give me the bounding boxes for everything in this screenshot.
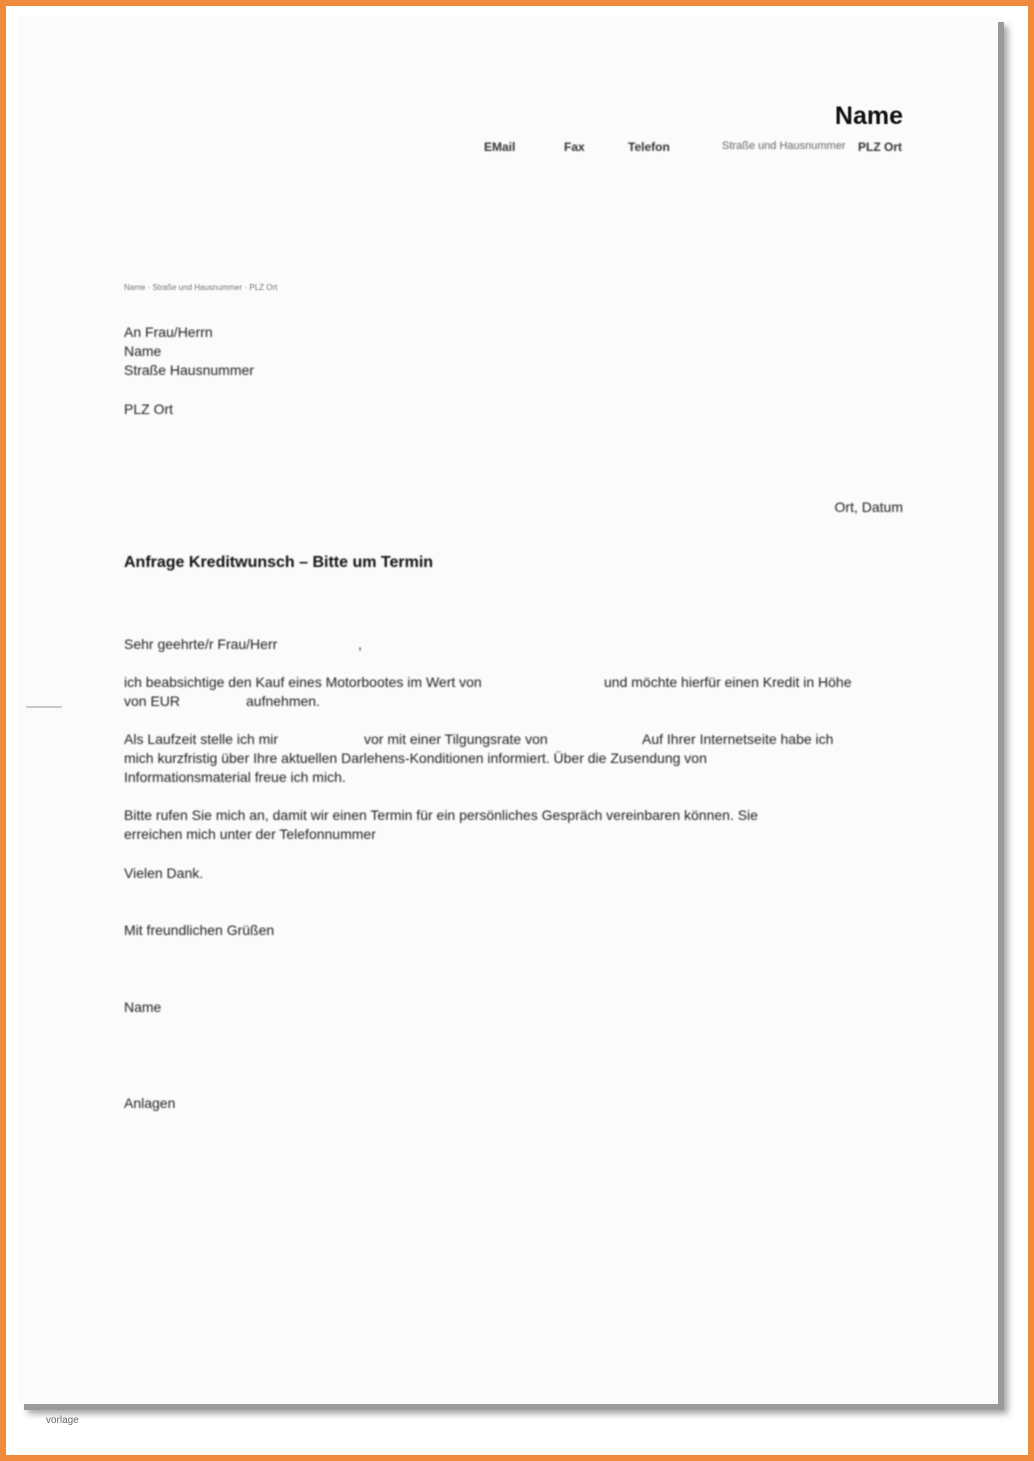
salutation-end: , <box>358 636 362 652</box>
paragraph-2-line-1c: Auf Ihrer Internetseite habe ich <box>642 731 834 747</box>
thanks-line: Vielen Dank. <box>124 865 204 881</box>
image-frame <box>6 6 1028 1455</box>
letterhead-name: Name <box>834 102 903 130</box>
paragraph-2-line-2: mich kurzfristig über Ihre aktuellen Darlehens-Konditionen informiert. Über die Zusendung von <box>124 750 707 766</box>
contact-plz: PLZ Ort <box>858 140 902 154</box>
paragraph-2-line-1b: vor mit einer Tilgungsrate von <box>364 731 548 747</box>
date-line: Ort, Datum <box>834 499 903 515</box>
paragraph-1-line-2b: aufnehmen. <box>246 693 320 709</box>
letter-page <box>18 16 998 1404</box>
paragraph-2-line-1a: Als Laufzeit stelle ich mir <box>124 731 279 747</box>
paragraph-1-line-1b: und möchte hierfür einen Kredit in Höhe <box>604 674 852 690</box>
paragraph-3-line-1: Bitte rufen Sie mich an, damit wir einen Termin für ein persönliches Gespräch vereinbaren können. Sie <box>124 807 758 823</box>
paragraph-1-line-2a: von EUR <box>124 693 181 709</box>
contact-phone: Telefon <box>628 140 670 154</box>
closing-line: Mit freundlichen Grüßen <box>124 922 275 938</box>
salutation: Sehr geehrte/r Frau/Herr <box>124 636 278 652</box>
contact-email: EMail <box>484 140 516 154</box>
sender-line: Name · Straße und Hausnummer · PLZ Ort <box>124 283 278 292</box>
paragraph-1-line-1a: ich beabsichtige den Kauf eines Motorbootes im Wert von <box>124 674 482 690</box>
contact-fax: Fax <box>564 140 585 154</box>
recipient-line-1: An Frau/Herrn <box>124 324 213 340</box>
recipient-line-2: Name <box>124 343 162 359</box>
letter-subject: Anfrage Kreditwunsch – Bitte um Termin <box>124 554 434 571</box>
recipient-line-3: Straße Hausnummer <box>124 362 254 378</box>
contact-address: Straße und Hausnummer <box>722 140 846 152</box>
watermark: vorlage <box>46 1415 79 1426</box>
paragraph-2-line-3: Informationsmaterial freue ich mich. <box>124 769 346 785</box>
margin-fold-mark <box>26 706 62 708</box>
attachments-line: Anlagen <box>124 1095 176 1111</box>
recipient-line-4: PLZ Ort <box>124 401 174 417</box>
signature-name: Name <box>124 999 162 1015</box>
paragraph-3-line-2: erreichen mich unter der Telefonnummer <box>124 826 376 842</box>
